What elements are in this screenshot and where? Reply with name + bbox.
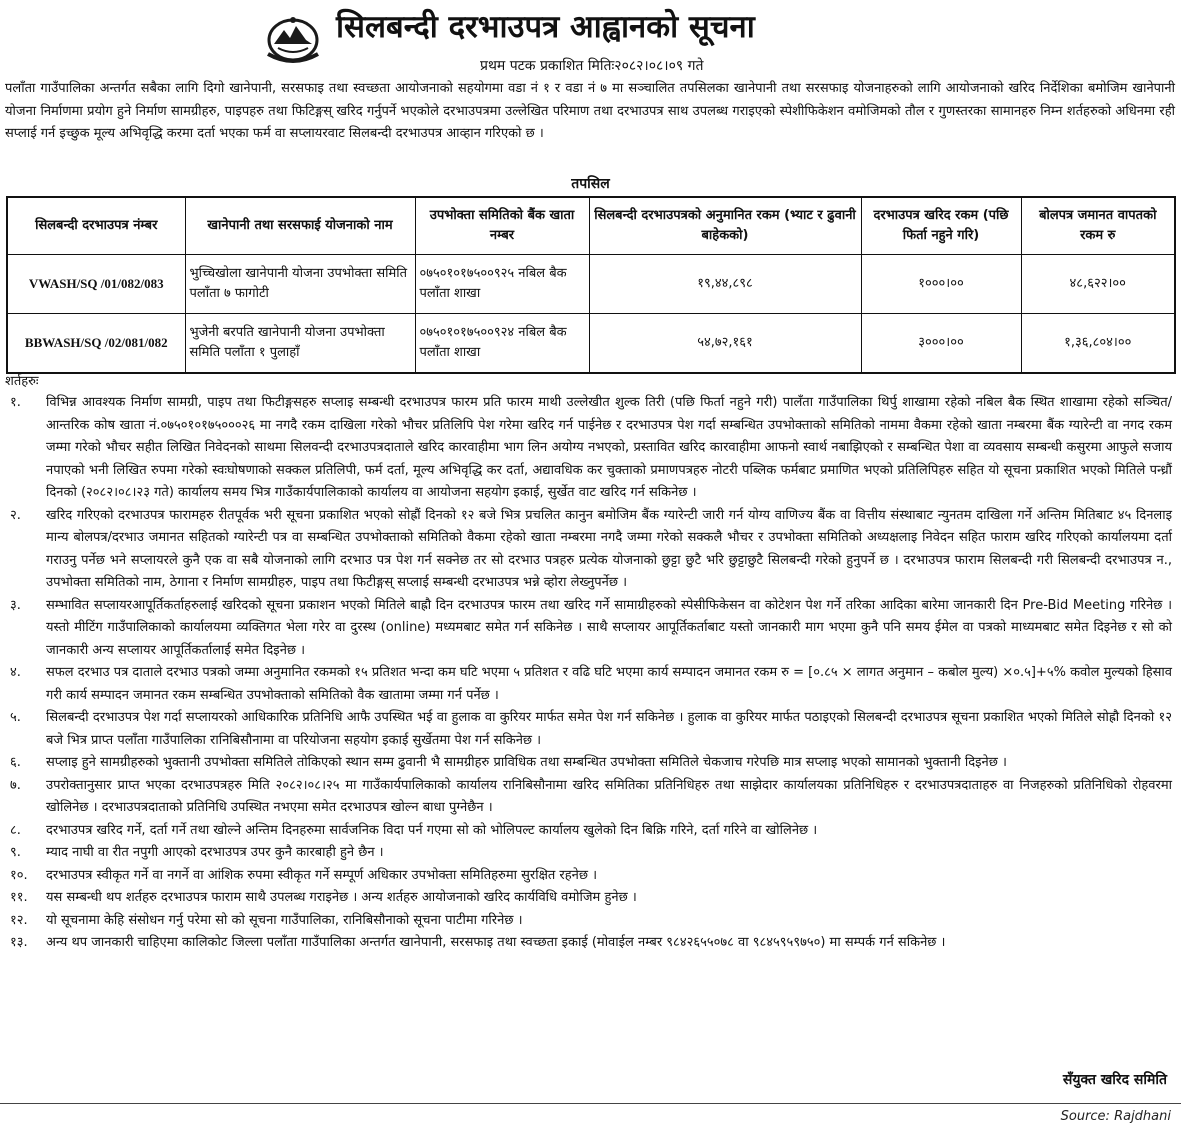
bid-table [6, 196, 1176, 374]
bank-account: ०७५०१०१७५००९२४ नबिल बैक पलाँता शाखा [415, 314, 589, 374]
notice-title: सिलबन्दी दरभाउपत्र आह्वानको सूचना [336, 9, 755, 45]
bid-security: १,३६,८०४।०० [1021, 314, 1175, 374]
item-text: सफल दरभाउ पत्र दाताले दरभाउ पत्रको जम्मा अनुमानित रकमको १५ प्रतिशत भन्दा कम घटि भएमा ५ प्रतिशत र वढि घटि भएमा कार्य सम्पादन जमानत रकम रु = [०.८५ × लागत अनुमान – कबोल मुल्य) ×०.५]+५% कवोल मुल्यको हिसाव गरी कार्य सम्पादन जमानत रकम सम्बन्धित उपभोक्ताको समितिको वैक खातामा जम्मा गर्न पर्नेछ । [46, 665, 1172, 703]
item-text: उपरोक्तानुसार प्राप्त भएका दरभाउपत्रहरु मिति २०८२।०८।२५ मा गाउँकार्यपालिकाको कार्यालय रानिबिसौनामा खरिद समितिका प्रतिनिधिहरु तथा साझेदार कार्यालयका प्रतिनिधिहरु र दरभाउपत्रदाताहरु वा निजहरुको प्रतिनिधिको रोहवरमा खोलिनेछ । दरभाउपत्रदाताको प्रतिनिधि उपस्थित नभएमा समेत दरभाउपत्र खोल्न बाधा पुग्नेछैन । [46, 777, 1172, 815]
item-number: १०. [10, 867, 28, 883]
list-item [0, 910, 1181, 933]
item-number: ७. [10, 777, 21, 793]
conditions-list [0, 392, 1181, 955]
list-item [0, 662, 1181, 707]
source-credit: Source: Rajdhani [1060, 1109, 1171, 1124]
item-number: ५. [10, 710, 21, 725]
item-number: ११. [10, 890, 28, 905]
list-item [0, 707, 1181, 752]
item-number: ६. [10, 755, 21, 770]
column-header: बोलपत्र जमानत वापतको रकम रु [1021, 197, 1175, 255]
purchase-fee: १०००।०० [861, 255, 1021, 314]
bank-account: ०७५०१०१७५००९२५ नबिल बैक पलाँता शाखा [415, 255, 589, 314]
column-header: दरभाउपत्र खरिद रकम (पछि फिर्ता नहुने गरि) [861, 197, 1021, 255]
item-text: यस सम्बन्धी थप शर्तहरु दरभाउपत्र फाराम साथै उपलब्ध गराइनेछ । अन्य शर्तहरु आयोजनाको खरिद कार्यविधि वमोजिम हुनेछ । [46, 890, 637, 905]
table-row [7, 314, 1175, 374]
item-text: म्याद नाघी वा रीत नपुगी आएको दरभाउपत्र उपर कुनै कारबाही हुने छैन । [46, 845, 384, 860]
notice-header [0, 0, 1181, 82]
schedule-heading: तपसिल [571, 176, 610, 192]
table-header-row [7, 197, 1175, 255]
item-text: दरभाउपत्र स्वीकृत गर्ने वा नगर्ने वा आंशिक रुपमा स्वीकृत गर्ने सम्पूर्ण अधिकार उपभोक्ता समितिहरुमा सुरक्षित रहनेछ । [46, 867, 598, 883]
signature-committee: सँयुक्त खरिद समिति [1062, 1072, 1167, 1088]
footer-divider [0, 1103, 1181, 1104]
list-item [0, 505, 1181, 595]
publish-date: प्रथम पटक प्रकाशित मितिः२०८२।०८।०९ गते [480, 58, 704, 74]
item-text: सप्लाइ हुने सामग्रीहरुको भुक्तानी उपभोक्ता समितिले तोकिएको स्थान सम्म ढुवानी भै सामग्रीहरु प्राविधिक तथा सम्बन्धित उपभोक्ता समितिले चेकजाच गरेपछि मात्र सप्लाइ भएको सामानको भुक्तानी दिइनेछ । [46, 755, 1007, 770]
purchase-fee: ३०००।०० [861, 314, 1021, 374]
list-item [0, 887, 1181, 910]
item-number: ४. [10, 665, 21, 680]
bid-number: VWASH/SQ /01/082/083 [7, 255, 185, 314]
item-text: सम्भावित सप्लायरआपूर्तिकर्ताहरुलाई खरिदको सूचना प्रकाशन भएको मितिले बाह्रौ दिन दरभाउपत्र फारम तथा खरिद गर्ने सामाग्रीहरुको स्पेसीफिकेसन वा कोटेशन पेश गर्ने तरिका आदिका बारेमा जानकारी दिन Pre-Bid Meeting गरिनेछ । यस्तो मीटिंग गाउँपालिकाको कार्यालयमा व्यक्तिगत भेला गरेर वा दुरस्थ (online) मध्यमबाट समेत गर्न सकिनेछ । साथै सप्लायर आपूर्तिकर्ताबाट यस्तो जानकारी माग भएमा कुनै पनि समय ईमेल वा पत्रको माध्यमबाट समेत दिइनेछ र सो को जानकारी अन्य सप्लायर आपूर्तिकर्तालाई समेत दिइनेछ । [46, 597, 1172, 658]
list-item [0, 392, 1181, 505]
column-header: खानेपानी तथा सरसफाई योजनाको नाम [185, 197, 415, 255]
item-number: १. [10, 395, 21, 410]
item-text: खरिद गरिएको दरभाउपत्र फारामहरु रीतपूर्वक भरी सूचना प्रकाशित भएको सोह्रौं दिनको १२ बजे भित्र प्रचलित कानुन बमोजिम बैंक ग्यारेन्टी जारी गर्न योग्य वाणिज्य बैंक वा वित्तीय संस्थाबाट न्युनतम दाखिला गर्ने अन्तिम मितिबाट ४५ दिनलाइ मान्य बोलपत्र/दरभाउ जमानत सहितको ग्यारेन्टी पत्र वा सम्बन्धित उपभोक्ताको समितिको वैकमा रहेको खाता नम्बरमा नगदै जम्मा गरेको सक्कलै भौचर र उपभोक्ता समितिको अध्यक्षलाइ निवेदन सहित फाराम खरिद गरिएको कार्यालयमा दर्ता गराउनु पर्नेछ भने सप्लायरले कुनै एक वा सबै योजनाको लागि दरभाउ पत्र पेश गर्न सक्नेछ तर सो दरभाउ पत्रहरु प्रत्येक योजनाको छुट्टा छुटै भरि छुट्टाछुटै सिलबन्दी गरेको हुनुपर्ने छ । दरभाउपत्र फाराम सिलबन्दी गरी सिलबन्दी दरभाउपत्र न., उपभोक्ता समितिको नाम, ठेगाना र निर्माण सामग्रीहरु, पाइप तथा फिटीङ्गस् सप्लाई सम्बन्धी दरभाउपत्र भन्ने व्होरा लेख्नुपर्नेछ । [46, 507, 1172, 590]
item-number: २. [10, 507, 21, 523]
item-text: यो सूचनामा केहि संसोधन गर्नु परेमा सो को सूचना गाउँपालिका, रानिबिसौनाको सूचना पाटीमा गरिनेछ । [46, 912, 523, 928]
column-header: सिलबन्दी दरभाउपत्रको अनुमानित रकम (भ्याट र ढुवानी बाहेकको) [589, 197, 861, 255]
column-header: सिलबन्दी दरभाउपत्र नंम्बर [7, 197, 185, 255]
item-text: अन्य थप जानकारी चाहिएमा कालिकोट जिल्ला पलाँता गाउँपालिका अन्तर्गत खानेपानी, सरसफाइ तथा स्वच्छता इकाई (मोवाईल नम्बर ९८४२६५५०७८ वा ९८४५९५९७५०) मा सम्पर्क गर्न सकिनेछ । [46, 935, 946, 950]
column-header: उपभोक्ता समितिको बैंक खाता नम्बर [415, 197, 589, 255]
list-item [0, 932, 1181, 955]
list-item [0, 865, 1181, 888]
item-number: ८. [10, 822, 21, 838]
scheme-name: भुच्चिखोला खानेपानी योजना उपभोक्ता समिति पलाँता ७ फागोटी [185, 255, 415, 314]
estimated-amount: १९,४४,८९८ [589, 255, 861, 314]
intro-paragraph: पलाँता गाउँपालिका अन्तर्गत सबैका लागि दिगो खानेपानी, सरसफाइ तथा स्वच्छता आयोजनाको सहयोगमा वडा नं १ र वडा नं ७ मा सञ्चालित तपसिलका खानेपानी तथा सरसफाइ योजनाहरुको लागि आयोजनाको खरिद निर्देशिका बमोजिम खानेपानी योजना निर्माणमा प्रयोग हुने निर्माण सामग्रीहरु, पाइपहरु तथा फिटिङ्गस् खरिद गर्नुपर्ने भएकोले दरभाउपत्रमा उल्लेखित परिमाण तथा दरभाउपत्र साथ उपलब्ध गराइएको स्पेशीफिकेशन वमोजिमको तौल र गुणस्तरका सामानहरु निम्न शर्तहरुको अधिनमा रही सप्लाई गर्न इच्छुक मूल्य अभिवृद्धि करमा दर्ता भएका फर्म वा सप्लायरवाट सिलबन्दी दरभाउपत्र आव्हान गरिएको छ । [5, 81, 1175, 141]
nepal-emblem-icon [262, 10, 324, 66]
table-row [7, 255, 1175, 314]
conditions-label: शर्तहरुः [5, 374, 39, 389]
estimated-amount: ५४,७२,१६१ [589, 314, 861, 374]
list-item [0, 820, 1181, 843]
item-number: १२. [10, 912, 28, 928]
scheme-name: भुजेनी बरपति खानेपानी योजना उपभोक्ता समिति पलाँता १ पुलाहाँ [185, 314, 415, 374]
item-number: ३. [10, 597, 21, 613]
bid-security: ४८,६२२।०० [1021, 255, 1175, 314]
list-item [0, 595, 1181, 663]
item-text: सिलबन्दी दरभाउपत्र पेश गर्दा सप्लायरको आधिकारिक प्रतिनिधि आफै उपस्थित भई वा हुलाक वा कुरियर मार्फत समेत पेश गर्न सकिनेछ । हुलाक वा कुरियर मार्फत पठाइएको सिलबन्दी दरभाउपत्र सूचना प्रकाशित भएको मितिले सोह्रौ दिनको १२ बजे भित्र प्राप्त पलाँता गाउँपालिका रानिबिसौनामा वा परियोजना सहयोग इकाई सुर्खेतमा पेश गर्न सकिनेछ । [46, 710, 1172, 748]
list-item [0, 775, 1181, 820]
item-text: विभिन्न आवश्यक निर्माण सामग्री, पाइप तथा फिटीङ्गसहरु सप्लाइ सम्बन्धी दरभाउपत्र फारम प्रति फारम माथी उल्लेखीत शुल्क तिरी (पछि फिर्ता नहुने गरी) पालँता गाउँपालिका थिर्पु शाखामा रहेको नबिल बैक स्थित शाखामा रहेको सञ्चित/आन्तरिक कोष खाता नं.०७५०१०१७५०००२६ मा नगदै रकम दाखिला गरेको भौचर प्रतिलिपि पेश गरेमा खरिद गर्न पाईनेछ र दरभाउपत्र पेश गर्दा सम्बन्धित उपभोक्ताको समितिको नाममा वैकमा रहेको खाता नम्बरमा बैंक ग्यारेन्टी वा नगद रकम जम्मा गरेको भौचर सहीत लिखित निवेदनको साथमा सिलवन्दी दरभाउपत्रदाताले खरिद कारवाहीमा भाग लिन अयोग्य नभएको, प्रस्तावित खरिद कारवाहीमा आफनो स्वार्थ नबाझिएको र सम्बन्धित पेशा वा व्यवसाय सम्बन्धी कसुरमा आफुले सजाय नपाएको भनी लिखित रुपमा गरेको स्वःघोषणाको सक्कल प्रतिलिपी, फर्म दर्ता, मूल्य अभिवृद्धि कर दर्ता, अद्यावधिक कर चुक्ताको प्रमाणपत्रहरु नोटरी पब्लिक फर्मबाट प्रमाणित भएको प्रतिलिपिहरु सहित यो सूचना प्रकाशित भएको मितिले पन्ध्रौं दिनको (२०८२।०८।२३ गते) कार्यालय समय भित्र गाउँकार्यपालिकाको कार्यालय वा आयोजना सहयोग इकाई, सुर्खेत वाट खरिद गर्न सकिनेछ । [46, 395, 1172, 500]
list-item [0, 752, 1181, 775]
item-text: दरभाउपत्र खरिद गर्ने, दर्ता गर्ने तथा खोल्ने अन्तिम दिनहरुमा सार्वजनिक विदा पर्न गएमा सो को भोलिपल्ट कार्यालय खुलेको दिन बिक्रि गरिने, दर्ता गरिने वा खोलिनेछ । [46, 822, 818, 838]
list-item [0, 842, 1181, 865]
item-number: ९. [10, 845, 21, 860]
bid-number: BBWASH/SQ /02/081/082 [7, 314, 185, 374]
item-number: १३. [10, 935, 28, 950]
